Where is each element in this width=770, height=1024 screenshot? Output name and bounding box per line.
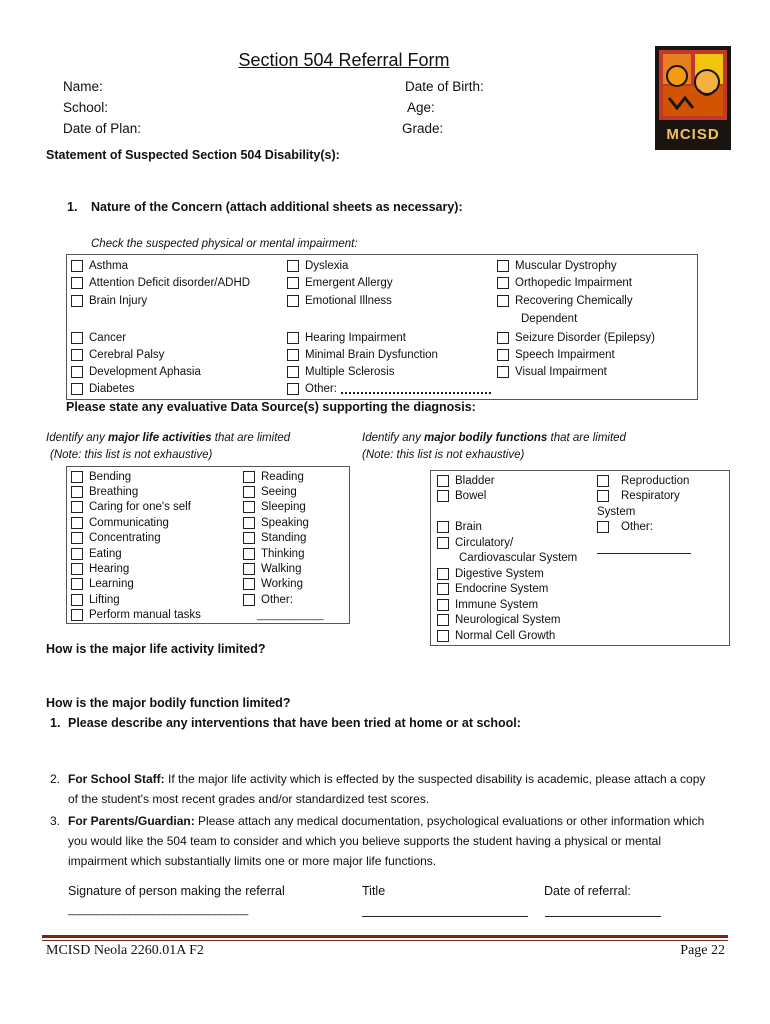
q1-number: 1. [67,200,78,214]
checkbox[interactable] [71,517,83,529]
list-item[interactable]: Orthopedic Impairment [497,274,655,291]
checkbox[interactable] [71,366,83,378]
list-item[interactable]: Perform manual tasks [71,608,201,623]
checkbox[interactable] [243,486,255,498]
list-item[interactable]: Hearing [71,561,201,576]
list-item[interactable]: Recovering Chemically [497,291,655,311]
list-item[interactable]: Bending [71,469,201,484]
bodily-heading: Identify any major bodily functions that are limited [362,432,626,444]
statement-heading: Statement of Suspected Section 504 Disability(s): [46,148,340,162]
impairment-col-1 [71,257,250,397]
list-item[interactable]: Standing [243,531,324,546]
impairment-table [66,254,698,400]
list-item[interactable]: Learning [71,577,201,592]
list-item[interactable]: Multiple Sclerosis [287,363,491,380]
list-item[interactable]: Attention Deficit disorder/ADHD [71,274,250,291]
page-number: Page 22 [680,943,725,958]
checkbox[interactable] [437,521,449,533]
bodily-table [430,470,730,646]
list-item[interactable]: Development Aphasia [71,363,250,380]
checkbox[interactable] [597,521,609,533]
checkbox[interactable] [71,383,83,395]
list-item[interactable]: Neurological System [437,613,577,629]
list-item-continuation: Dependent [521,312,578,325]
checkbox[interactable] [71,295,83,307]
list-item[interactable]: Normal Cell Growth [437,628,577,644]
bodily-col-1 [437,473,577,644]
list-item[interactable]: Diabetes [71,380,250,397]
activities-note: (Note: this list is not exhaustive) [50,449,213,461]
checkbox[interactable] [243,471,255,483]
checkbox[interactable] [287,366,299,378]
checkbox[interactable] [437,583,449,595]
checkbox[interactable] [497,332,509,344]
list-item[interactable]: Other: [243,592,324,607]
list-item[interactable]: Caring for one's self [71,500,201,515]
list-item[interactable]: Communicating [71,515,201,530]
checkbox[interactable] [243,594,255,606]
checkbox[interactable] [497,260,509,272]
checkbox[interactable] [437,614,449,626]
list-item[interactable]: Minimal Brain Dysfunction [287,346,491,363]
title-label: Title [362,884,386,898]
checkbox[interactable] [437,475,449,487]
list-item[interactable]: Speech Impairment [497,346,655,363]
list-item[interactable]: Cancer [71,329,250,346]
activities-col-1 [71,469,201,623]
item-3-text: For Parents/Guardian: Please attach any medical documentation, psychological evaluations or other information which you would like the 504 team to consider and which you believe supports the student having a physical or mental impairment which substantially limits one or more major life functions. [68,814,705,868]
list-item[interactable]: Eating [71,546,201,561]
list-item[interactable]: Brain [437,520,577,536]
other-activity-line[interactable]: ____________ [257,609,324,621]
checkbox[interactable] [437,537,449,549]
date-line[interactable] [545,916,661,917]
item-2-number: 2. [50,772,61,786]
list-item[interactable]: Dyslexia [287,257,491,274]
checkbox[interactable] [597,490,609,502]
bodily-col-2 [597,473,689,551]
other-bodily-line[interactable] [597,553,691,554]
checkbox[interactable] [287,260,299,272]
list-item[interactable]: Emergent Allergy [287,274,491,291]
list-item[interactable]: Immune System [437,597,577,613]
list-item[interactable]: Bladder [437,473,577,489]
checkbox[interactable] [71,332,83,344]
checkbox[interactable] [71,578,83,590]
checkbox[interactable] [71,349,83,361]
header-left [63,76,141,139]
school-label: School: [63,100,109,115]
list-item[interactable]: Endocrine System [437,582,577,598]
header-right [402,76,484,139]
checkbox[interactable] [243,548,255,560]
checkbox[interactable] [243,578,255,590]
list-item[interactable]: Lifting [71,592,201,607]
list-item[interactable]: Brain Injury [71,291,250,311]
q1-instruction: Check the suspected physical or mental impairment: [91,238,358,250]
list-item[interactable]: Visual Impairment [497,363,655,380]
list-item-continuation: System [597,505,636,518]
date-referral-label: Date of referral: [544,884,631,898]
dob-label: Date of Birth: [405,79,484,94]
checkbox[interactable] [287,383,299,395]
list-item[interactable]: Seizure Disorder (Epilepsy) [497,329,655,346]
list-item[interactable]: Asthma [71,257,250,274]
other-impairment-field[interactable] [341,384,491,394]
q1-label: Nature of the Concern (attach additional sheets as necessary): [91,200,463,214]
checkbox[interactable] [437,568,449,580]
activities-col-2 [243,469,324,623]
age-label: Age: [407,100,435,115]
activities-heading: Identify any major life activities that are limited [46,432,291,444]
checkbox[interactable] [71,548,83,560]
list-item[interactable]: Sleeping [243,500,324,515]
checkbox[interactable] [287,349,299,361]
grade-label: Grade: [402,121,444,136]
checkbox[interactable] [287,295,299,307]
checkbox[interactable] [497,366,509,378]
list-item[interactable]: Cerebral Palsy [71,346,250,363]
list-item[interactable]: Digestive System [437,566,577,582]
list-item[interactable]: Thinking [243,546,324,561]
list-item[interactable]: Working [243,577,324,592]
bodily-function-question: How is the major bodily function limited? [46,696,291,710]
list-item[interactable]: Walking [243,561,324,576]
list-item[interactable]: Breathing [71,484,201,499]
list-item[interactable]: Hearing Impairment [287,329,491,346]
signature-label: Signature of person making the referral [68,884,285,898]
item-2-text: For School Staff: If the major life activity which is effected by the suspected disability is academic, please attach a copy of the student's most recent grades and/or standardized test scores. [68,772,706,806]
title-line[interactable] [362,916,528,917]
list-item[interactable]: Circulatory/ [437,535,577,551]
list-item[interactable]: Emotional Illness [287,291,491,311]
checkbox[interactable] [71,471,83,483]
form-title: Section 504 Referral Form [238,50,450,70]
list-item[interactable]: Respiratory [597,489,689,505]
checkbox[interactable] [71,486,83,498]
list-item[interactable]: Other: [287,380,491,397]
checkbox[interactable] [497,349,509,361]
list-item[interactable]: Reading [243,469,324,484]
list-item[interactable]: Concentrating [71,531,201,546]
checkbox[interactable] [71,532,83,544]
signature-line[interactable]: ________________________________ [68,904,248,916]
checkbox[interactable] [437,490,449,502]
item-1-number: 1. [50,716,61,730]
list-item[interactable]: Speaking [243,515,324,530]
checkbox[interactable] [71,609,83,621]
footer-bar-thin [42,940,728,941]
bodily-note: (Note: this list is not exhaustive) [362,449,525,461]
logo-text: MCISD [666,126,720,143]
checkbox[interactable] [243,501,255,513]
checkbox[interactable] [287,332,299,344]
list-item[interactable]: Other: [597,520,689,536]
checkbox[interactable] [287,277,299,289]
checkbox[interactable] [71,501,83,513]
checkbox[interactable] [71,277,83,289]
checkbox[interactable] [437,599,449,611]
list-item[interactable]: Muscular Dystrophy [497,257,655,274]
checkbox[interactable] [243,517,255,529]
checkbox[interactable] [497,277,509,289]
footer-doc-id: MCISD Neola 2260.01A F2 [46,943,204,958]
checkbox[interactable] [597,475,609,487]
mcisd-logo [655,46,731,150]
checkbox[interactable] [497,295,509,307]
impairment-col-2 [287,257,491,397]
impairment-col-3 [497,257,655,380]
date-plan-label: Date of Plan: [63,121,142,136]
activities-table [66,466,350,624]
checkbox[interactable] [243,532,255,544]
footer-bar-thick [42,935,728,938]
checkbox[interactable] [437,630,449,642]
life-activity-question: How is the major life activity limited? [46,642,266,656]
list-item[interactable]: Bowel [437,489,577,505]
list-item-continuation: Cardiovascular System [459,552,578,565]
checkbox[interactable] [71,563,83,575]
list-item[interactable]: Reproduction [597,473,689,489]
name-label: Name: [63,79,103,94]
checkbox[interactable] [243,563,255,575]
data-source-heading: Please state any evaluative Data Source(s) supporting the diagnosis: [66,400,476,414]
item-3-number: 3. [50,814,61,828]
list-item[interactable]: Seeing [243,484,324,499]
item-1-text: Please describe any interventions that have been tried at home or at school: [68,716,521,730]
checkbox[interactable] [71,260,83,272]
checkbox[interactable] [71,594,83,606]
